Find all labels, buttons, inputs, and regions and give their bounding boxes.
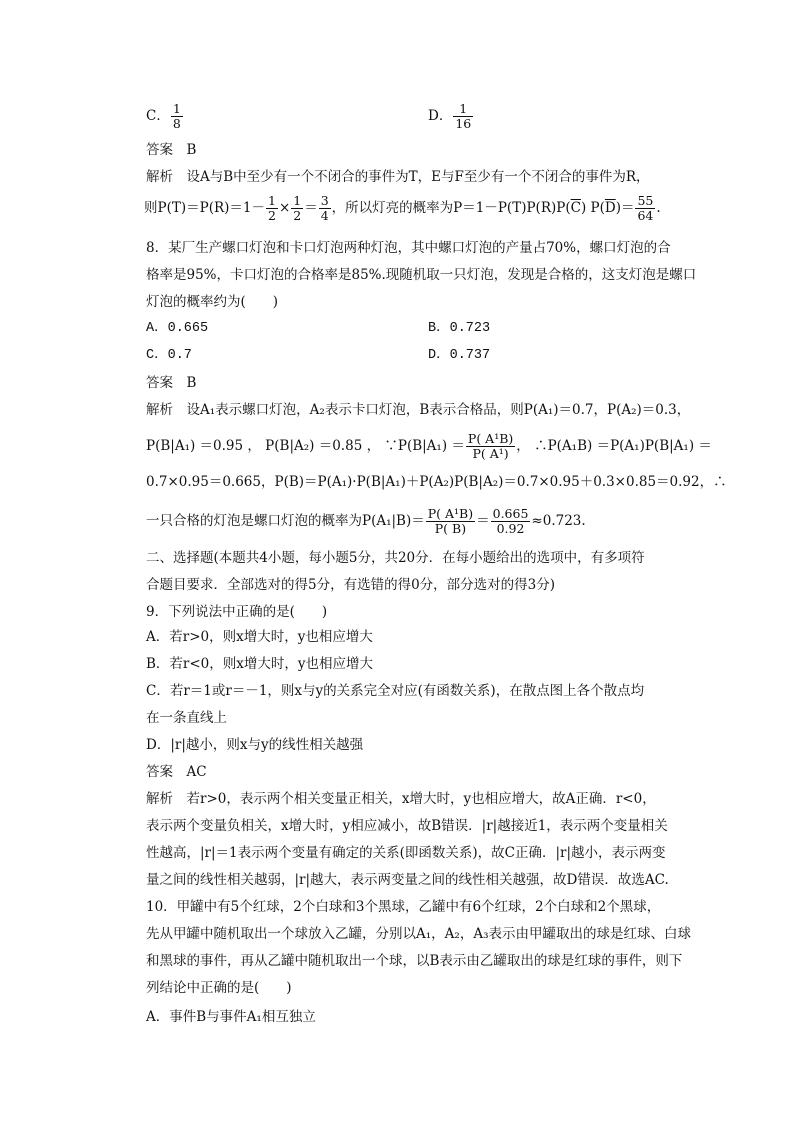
section2-heading-line2: 合题目要求．全部选对的得5分，有选错的得0分，部分选对的得3分) <box>146 577 556 593</box>
denominator: 2 <box>293 208 302 223</box>
q9-option-d: D．|r|越小，则x与y的线性相关越强 <box>146 737 364 753</box>
analysis-text: P(B|A₁) ＝0.95 ， P(B|A₂) ＝0.85 ， ∵P(B|A₁) ＝ <box>146 438 465 454</box>
analysis-text: 则P(T)＝P(R)＝1－ <box>144 200 265 216</box>
denominator: P( A¹) <box>472 446 509 461</box>
q7-answer <box>146 140 196 160</box>
option-label: D． <box>428 108 453 124</box>
analysis-text: )＝ <box>615 200 635 216</box>
fraction <box>491 507 531 536</box>
analysis-label: 解析 <box>146 402 173 418</box>
fraction <box>466 432 515 461</box>
fraction <box>635 194 655 223</box>
denominator: 64 <box>637 208 654 223</box>
analysis-text: ≈0.723. <box>531 513 586 529</box>
q8-analysis-line4 <box>146 507 586 536</box>
denominator: 16 <box>455 116 472 131</box>
q10-stem-line4: 列结论中正确的是( ) <box>146 980 292 996</box>
q10-stem-line1: 10．甲罐中有5个红球，2个白球和3个黑球，乙罐中有6个红球，2个白球和2个黑球， <box>146 899 661 915</box>
q9-analysis-line3: 性越高，|r|＝1表示两个变量有确定的关系(即函数关系)，故C正确．|r|越小，表示两变 <box>146 845 666 861</box>
q8-analysis-line1 <box>146 400 690 420</box>
analysis-label: 解析 <box>146 169 173 185</box>
q10-stem-line3: 和黑球的事件，再从乙罐中随机取出一个球，以B表示由乙罐取出的球是红球的事件，则下 <box>146 953 683 969</box>
q9-option-c-line1: C．若r＝1或r＝－1，则x与y的关系完全对应(有函数关系)，在散点图上各个散点均 <box>146 683 645 699</box>
analysis-text: 设A₁表示螺口灯泡，A₂表示卡口灯泡，B表示合格品，则P(A₁)＝0.7，P(A₂)＝0.3， <box>186 402 691 418</box>
q8-analysis-line2 <box>146 432 712 461</box>
numerator: 1 <box>172 101 181 116</box>
q8-analysis-line3: 0.7×0.95＝0.665，P(B)＝P(A₁)·P(B|A₁)＋P(A₂)P(B|A₂)＝0.7×0.95＋0.3×0.85＝0.92，∴ <box>146 474 727 490</box>
denominator: 0.92 <box>496 521 525 536</box>
q9-option-c-line2: 在一条直线上 <box>146 710 227 726</box>
numerator: 3 <box>320 193 329 208</box>
numerator: 0.665 <box>492 506 529 521</box>
operator: × <box>278 200 291 216</box>
analysis-text: ，所以灯亮的概率为P＝1－P(T)P(R)P( <box>331 200 571 216</box>
q8-option-a: A．0.665 <box>146 321 209 336</box>
q9-analysis-line4: 量之间的线性相关越弱，|r|越大，表示两变量之间的线性相关越强，故D错误．故选AC. <box>146 872 669 888</box>
q8-option-c: C．0.7 <box>146 348 192 363</box>
q9-answer <box>146 762 207 782</box>
q8-stem-line2: 格率是95%，卡口灯泡的合格率是85%.现随机取一只灯泡，发现是合格的，这支灯泡是螺口 <box>146 267 697 283</box>
analysis-text: ) P( <box>580 200 605 216</box>
analysis-text: 若r>0，表示两个相关变量正相关，x增大时，y也相应增大，故A正确．r<0， <box>186 791 656 807</box>
numerator: P( A¹B) <box>467 431 514 446</box>
answer-label: 答案 <box>146 764 173 780</box>
q9-analysis-line1 <box>146 789 656 809</box>
answer-label: 答案 <box>146 375 173 391</box>
q9-stem: 9．下列说法中正确的是( ) <box>146 604 328 620</box>
answer-value: B <box>186 375 197 391</box>
analysis-text: 设A与B中至少有一个不闭合的事件为T，E与F至少有一个不闭合的事件为R， <box>186 169 650 185</box>
q8-answer <box>146 373 196 393</box>
analysis-label: 解析 <box>146 791 173 807</box>
denominator: 4 <box>320 208 329 223</box>
complement-c: $\overline{C}$ <box>570 200 581 216</box>
numerator: 1 <box>293 193 302 208</box>
complement-d: $\overline{D}$ <box>604 200 616 216</box>
section2-heading-line1: 二、选择题(本题共4小题，每小题5分，共20分．在每小题给出的选项中，有多项符 <box>146 550 645 566</box>
q10-stem-line2: 先从甲罐中随机取出一个球放入乙罐，分别以A₁，A₂，A₃表示由甲罐取出的球是红球、白球 <box>146 926 691 942</box>
answer-value: AC <box>186 764 207 780</box>
q7-analysis-line2 <box>144 194 661 223</box>
denominator: 8 <box>172 116 181 131</box>
denominator: 2 <box>268 208 276 223</box>
numerator: 55 <box>637 193 654 208</box>
analysis-text: 一只合格的灯泡是螺口灯泡的概率为P(A₁|B)＝ <box>146 513 425 529</box>
option-label: C． <box>146 108 170 124</box>
punctuation: . <box>656 200 661 216</box>
fraction <box>319 194 331 223</box>
fraction <box>291 194 303 223</box>
numerator: 1 <box>268 193 276 208</box>
q7-analysis-line1 <box>146 167 650 187</box>
q9-option-a: A．若r>0，则x增大时，y也相应增大 <box>146 629 373 645</box>
q8-option-b: B．0.723 <box>428 321 491 336</box>
denominator: P( B) <box>434 521 467 536</box>
operator: ＝ <box>476 513 490 529</box>
q7-option-c <box>146 102 184 131</box>
answer-value: B <box>186 142 197 158</box>
q7-option-d <box>428 102 474 131</box>
q10-option-a: A．事件B与事件A₁相互独立 <box>146 1009 316 1025</box>
q8-option-d: D．0.737 <box>428 348 491 363</box>
q9-option-b: B．若r<0，则x增大时，y也相应增大 <box>146 656 374 672</box>
answer-label: 答案 <box>146 142 173 158</box>
fraction <box>426 507 475 536</box>
operator: ＝ <box>304 200 318 216</box>
numerator: 1 <box>453 102 473 117</box>
q8-stem-line3: 灯泡的概率约为( ) <box>146 294 279 310</box>
numerator: P( A¹B) <box>427 506 474 521</box>
fraction <box>453 102 473 131</box>
q9-analysis-line2: 表示两个变量负相关，x增大时，y相应减小，故B错误．|r|越接近1，表示两个变量相关 <box>146 818 668 834</box>
fraction <box>266 194 278 223</box>
q8-stem-line1: 8．某厂生产螺口灯泡和卡口灯泡两种灯泡，其中螺口灯泡的产量占70%，螺口灯泡的合 <box>146 240 671 256</box>
analysis-text: ， ∴P(A₁B) ＝P(A₁)P(B|A₁) ＝ <box>516 438 712 454</box>
fraction <box>171 102 183 131</box>
